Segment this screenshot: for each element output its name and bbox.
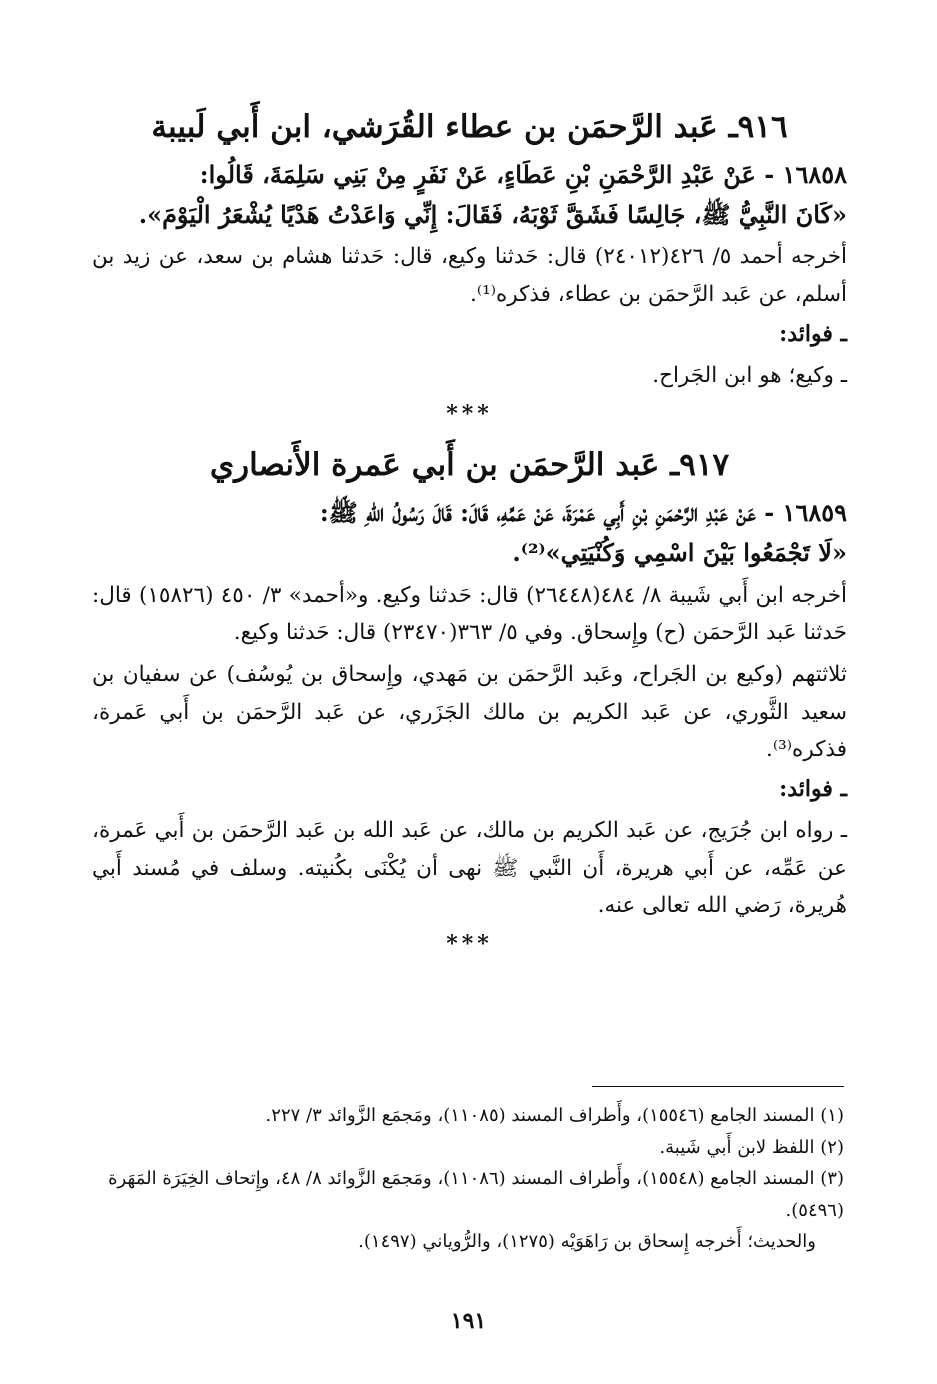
- hadith-text-line: «لَا تَجْمَعُوا بَيْنَ اسْمِي وَكُنْيَتِي»⁽²⁾.: [512, 538, 847, 568]
- footnote-divider: [592, 1086, 844, 1087]
- page-number: ١٩١: [450, 1308, 487, 1334]
- takhrij-paragraph: أخرجه ابن أَبي شَيبة ٨/ ٤٨٤(٢٦٤٤٨) قال: حَدثنا وكيع. و«أحمد» ٣/ ٤٥٠ (١٥٨٢٦) قال: حَدثنا عَبد الرَّحمَن (ح) وإِسحاق. وفي ٥/ ٣٦٣(٢٣٤٧٠) قال: حَدثنا وكيع.: [92, 582, 848, 646]
- fawaid-item: ـ رواه ابن جُرَيج، عن عَبد الكريم بن مالك، عن عَبد الله بن عَبد الرَّحمَن بن أَبي عَمرة، عن عَمِّه، عن أَبي هريرة، أَن النَّبي ﷺ نهى أن يُكْنَى بكُنيته. وسلف في مُسند أَبي هُريرة، رَضي الله تعالى عنه.: [92, 818, 847, 919]
- footnote-1: (١) المسند الجامع (١٥٥٤٦)، وأَطراف المسند (١١٠٨٥)، ومَجمَع الزَّوائد ٣/ ٢٢٧.: [265, 1105, 844, 1126]
- fawaid-item: ـ وكيع؛ هو ابن الجَراح.: [652, 363, 847, 389]
- footnote-2: (٢) اللفظ لابن أَبي شَيبة.: [659, 1136, 844, 1158]
- chapter-heading-916: ٩١٦ـ عَبد الرَّحمَن بن عطاء القُرَشي، ابن أَبي لَبيبة: [151, 109, 788, 145]
- takhrij-paragraph: أخرجه أحمد ٥/ ٤٢٦(٢٤٠١٢) قال: حَدثنا وكيع، قال: حَدثنا هشام بن سعد، عن زيد بن أسلم، عن عَبد الرَّحمَن بن عطاء، فذكره⁽¹⁾.: [92, 244, 848, 308]
- footnote-3: (٣) المسند الجامع (١٥٥٤٨)، وأَطراف المسند (١١٠٨٦)، ومَجمَع الزَّوائد ٨/ ٤٨، وإِتحاف الخِيَرَة المَهَرة (٥٤٩٦).: [108, 1168, 844, 1221]
- fawaid-label: ـ فوائد:: [779, 320, 847, 347]
- section-separator: ***: [446, 400, 493, 427]
- section-separator: ***: [446, 931, 493, 958]
- hadith-text-line: «كَانَ النَّبِيُّ ﷺ، جَالِسًا فَشَقَّ ثَوْبَهُ، فَقَالَ: إِنِّي وَاعَدْتُ هَدْيًا يُشْعَرُ الْيَوْمَ».: [138, 199, 847, 229]
- takhrij-paragraph: ثلاثتهم (وكيع بن الجَراح، وعَبد الرَّحمَن بن مَهدي، وإِسحاق بن يُوسُف) عن سفيان بن سعيد الثَّوري، عن عَبد الكريم بن مالك الجَزَري، عن عَبد الرَّحمَن بن أَبي عَمرة، فذكره⁽³⁾.: [92, 661, 847, 763]
- chapter-heading-917: ٩١٧ـ عَبد الرَّحمَن بن أَبي عَمرة الأَنصاري: [209, 447, 730, 484]
- hadith-text-line: ١٦٨٥٩ - عَنْ عَبْدِ الرَّحْمَنِ بْنِ أَبِي عَمْرَةَ، عَنْ عَمِّهِ، قَالَ: قَالَ رَسُولُ اللهِ ﷺ:: [319, 498, 847, 528]
- footnotes: [95, 1100, 844, 1258]
- footnote-3-continuation: والحديث؛ أَخرجه إِسحاق بن رَاهَوَيْه (١٢٧٥)، والرُّوياني (١٤٩٧).: [358, 1231, 816, 1252]
- hadith-text-line: ١٦٨٥٨ - عَنْ عَبْدِ الرَّحْمَنِ بْنِ عَطَاءٍ، عَنْ نَفَرٍ مِنْ بَنِي سَلِمَةَ، قَالُوا:: [199, 160, 847, 190]
- fawaid-label: ـ فوائد:: [779, 775, 847, 802]
